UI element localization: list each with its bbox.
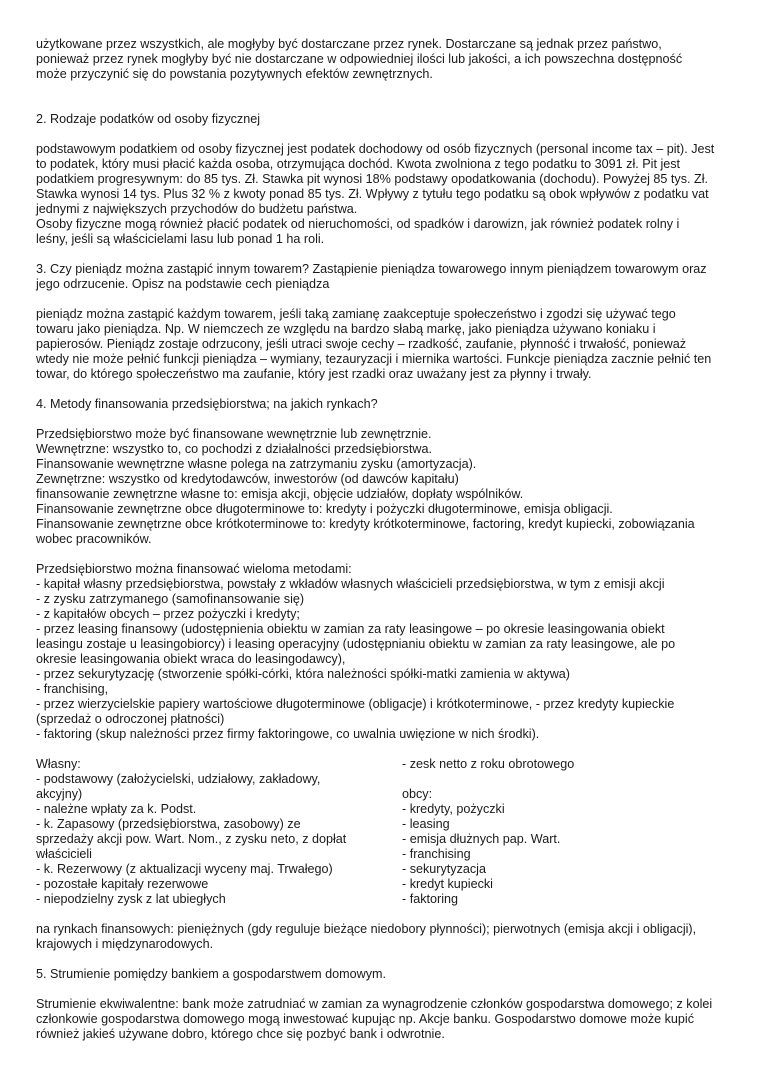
text-line: Osoby fizyczne mogą również płacić podatek od nieruchomości, od spadków i darowizn, jak również podatek rolny i [36, 217, 680, 231]
text-line: - franchising, [36, 682, 109, 696]
markets-paragraph [36, 922, 726, 952]
text-line: - przez leasing finansowy (udostępnienia obiektu w zamian za raty leasingowe – po okresie leasingowania obiekt [36, 622, 665, 636]
text-line: wobec pracowników. [36, 532, 152, 546]
text-line: Finansowanie zewnętrzne obce krótkoterminowe to: kredyty krótkoterminowe, factoring, kredyt kupiecki, zobowiązania [36, 517, 695, 531]
text-line: - faktoring [402, 892, 458, 906]
text-line: to podatek, który musi płacić każda osoba, otrzymująca dochód. Kwota zwolniona z tego podatku to 3091 zł. Pit jest [36, 157, 681, 171]
document-page [36, 37, 726, 1042]
foreign-capital-column [402, 757, 726, 907]
text-line: Wewnętrzne: wszystko to, co pochodzi z działalności przedsiębiorstwa. [36, 442, 432, 456]
text-line: - emisja dłużnych pap. Wart. [402, 832, 561, 846]
text-line: Przedsiębiorstwo może być finansowane wewnętrznie lub zewnętrznie. [36, 427, 432, 441]
text-line: krajowych i międzynarodowych. [36, 937, 214, 951]
text-line: akcyjny) [36, 787, 83, 801]
own-capital-column [36, 757, 347, 907]
text-line: finansowanie zewnętrzne własne to: emisja akcji, objęcie udziałów, dopłaty wspólników. [36, 487, 524, 501]
text-line: Zewnętrzne: wszystko od kredytodawców, inwestorów (od dawców kapitału) [36, 472, 459, 486]
section-5-body [36, 997, 726, 1042]
text-line: podstawowym podatkiem od osoby fizycznej jest podatek dochodowy od osób fizycznych (personal income tax – pit). Jest [36, 142, 715, 156]
heading-text: 5. Strumienie pomiędzy bankiem a gospodarstwem domowym. [36, 967, 386, 981]
intro-paragraph [36, 37, 726, 82]
text-line: - podstawowy (założycielski, udziałowy, zakładowy, [36, 772, 321, 786]
text-line: właścicieli [36, 847, 92, 861]
text-line: sprzedaży akcji pow. Wart. Nom., z zysku neto, z dopłat [36, 832, 347, 846]
text-line: towar, do którego społeczeństwo ma zaufanie, który jest rzadki oraz uważany jest za płynny i trwały. [36, 367, 592, 381]
text-line: - niepodzielny zysk z lat ubiegłych [36, 892, 226, 906]
text-line: Finansowanie wewnętrzne własne polega na zatrzymaniu zysku (amortyzacja). [36, 457, 477, 471]
text-line: - k. Rezerwowy (z aktualizacji wyceny maj. Trwałego) [36, 862, 333, 876]
section-2-body [36, 142, 726, 247]
text-line: na rynkach finansowych: pieniężnych (gdy reguluje bieżące niedobory płynności); pierwotnych (emisja akcji i obligacji), [36, 922, 697, 936]
text-line: - sekurytyzacja [402, 862, 486, 876]
text-line: - franchising [402, 847, 471, 861]
text-line: Przedsiębiorstwo można finansować wieloma metodami: [36, 562, 352, 576]
capital-columns [36, 757, 726, 907]
text-line: może przyczynić się do powstania pozytywnych efektów zewnętrznych. [36, 67, 433, 81]
text-line: Własny: [36, 757, 81, 771]
text-line: - zesk netto z roku obrotowego [402, 757, 575, 771]
text-line: - przez sekurytyzację (stworzenie spółki-córki, która należności spółki-matki zamienia w aktywa) [36, 667, 571, 681]
text-line: leasingu zostaje u leasingobiorcy) i leasing operacyjny (udostępnianiu obiektu w zamian za raty leasingowe, ale po [36, 637, 676, 651]
text-line: również jakieś używane dobro, którego chce się pozbyć bank i odwrotnie. [36, 1027, 445, 1041]
text-line: - kredyty, pożyczki [402, 802, 505, 816]
blank-line [402, 772, 726, 787]
section-2-heading [36, 112, 726, 127]
text-line: obcy: [402, 787, 433, 801]
text-line: Stawka wynosi 14 tys. Plus 32 % z kwoty ponad 85 tys. Zł. Wpływy z tytułu tego podatku są obok wpływów z podatku vat [36, 187, 709, 201]
text-line: - należne wpłaty za k. Podst. [36, 802, 197, 816]
text-line: członkowie gospodarstwa domowego mogą inwestować kupując np. Akcje banku. Gospodarstwo domowe może kupić [36, 1012, 695, 1026]
section-4-heading [36, 397, 726, 412]
text-line: - kapitał własny przedsiębiorstwa, powstały z wkładów własnych właścicieli przedsiębiorstwa, w tym z emisji akcji [36, 577, 665, 591]
text-line: użytkowane przez wszystkich, ale mogłyby być dostarczane przez rynek. Dostarczane są jednak przez państwo, [36, 37, 662, 51]
text-line: wtedy nie może pełnić funkcji pieniądza – wymiany, tezauryzacji i miernika wartości. Funkcje pieniądza zacznie pełnić ten [36, 352, 712, 366]
text-line: (sprzedaż o odroczonej płatności) [36, 712, 225, 726]
text-line: - kredyt kupiecki [402, 877, 493, 891]
section-4-block-1 [36, 427, 726, 547]
text-line: - pozostałe kapitały rezerwowe [36, 877, 209, 891]
text-line: jednymi z największych przychodów do budżetu państwa. [36, 202, 358, 216]
text-line: - z kapitałów obcych – przez pożyczki i kredyty; [36, 607, 300, 621]
text-line: papierosów. Pieniądz zostaje odrzucony, jeśli utraci swoje cechy – rzadkość, zaufanie, płynność i trwałość, ponieważ [36, 337, 687, 351]
text-line: ponieważ przez rynek mogłyby być nie dostarczane w odpowiedniej ilości lub jakości, a ich powszechna dostępność [36, 52, 683, 66]
text-line: podatkiem progresywnym: do 85 tys. Zł. Stawka pit wynosi 18% podstawy opodatkowania (dochodu). Powyżej 85 tys. Zł. [36, 172, 708, 186]
text-line: okresie leasingowania obiekt wraca do leasingodawcy), [36, 652, 346, 666]
section-5-heading [36, 967, 726, 982]
text-line: Strumienie ekwiwalentne: bank może zatrudniać w zamian za wynagrodzenie członków gospodarstwa domowego; z kolei [36, 997, 713, 1011]
text-line: jego odrzucenie. Opisz na podstawie cech pieniądza [36, 277, 330, 291]
text-line: towaru jako pieniądza. Np. W niemczech ze względu na bardzo słabą markę, jako pieniądza używano koniaku i [36, 322, 656, 336]
text-line: - k. Zapasowy (przedsiębiorstwa, zasobowy) ze [36, 817, 301, 831]
section-3-body [36, 307, 726, 382]
text-line: leśny, jeśli są właścicielami lasu lub ponad 1 ha roli. [36, 232, 325, 246]
text-line: - z zysku zatrzymanego (samofinansowanie się) [36, 592, 305, 606]
text-line: - leasing [402, 817, 450, 831]
text-line: 3. Czy pieniądz można zastąpić innym towarem? Zastąpienie pieniądza towarowego innym pieniądzem towarowym oraz [36, 262, 707, 276]
text-line: pieniądz można zastąpić każdym towarem, jeśli taką zamianę zaakceptuje społeczeństwo i zgodzi się używać tego [36, 307, 676, 321]
section-3-heading [36, 262, 726, 292]
text-line: - faktoring (skup należności przez firmy faktoringowe, co uwalnia uwięzione w nich środki). [36, 727, 540, 741]
text-line: Finansowanie zewnętrzne obce długoterminowe to: kredyty i pożyczki długoterminowe, emisja obligacji. [36, 502, 613, 516]
heading-text: 2. Rodzaje podatków od osoby fizycznej [36, 112, 261, 126]
section-4-block-2 [36, 562, 726, 742]
text-line: - przez wierzycielskie papiery wartościowe długoterminowe (obligacje) i krótkoterminowe, - przez kredyty kupieckie [36, 697, 675, 711]
heading-text: 4. Metody finansowania przedsiębiorstwa; na jakich rynkach? [36, 397, 378, 411]
